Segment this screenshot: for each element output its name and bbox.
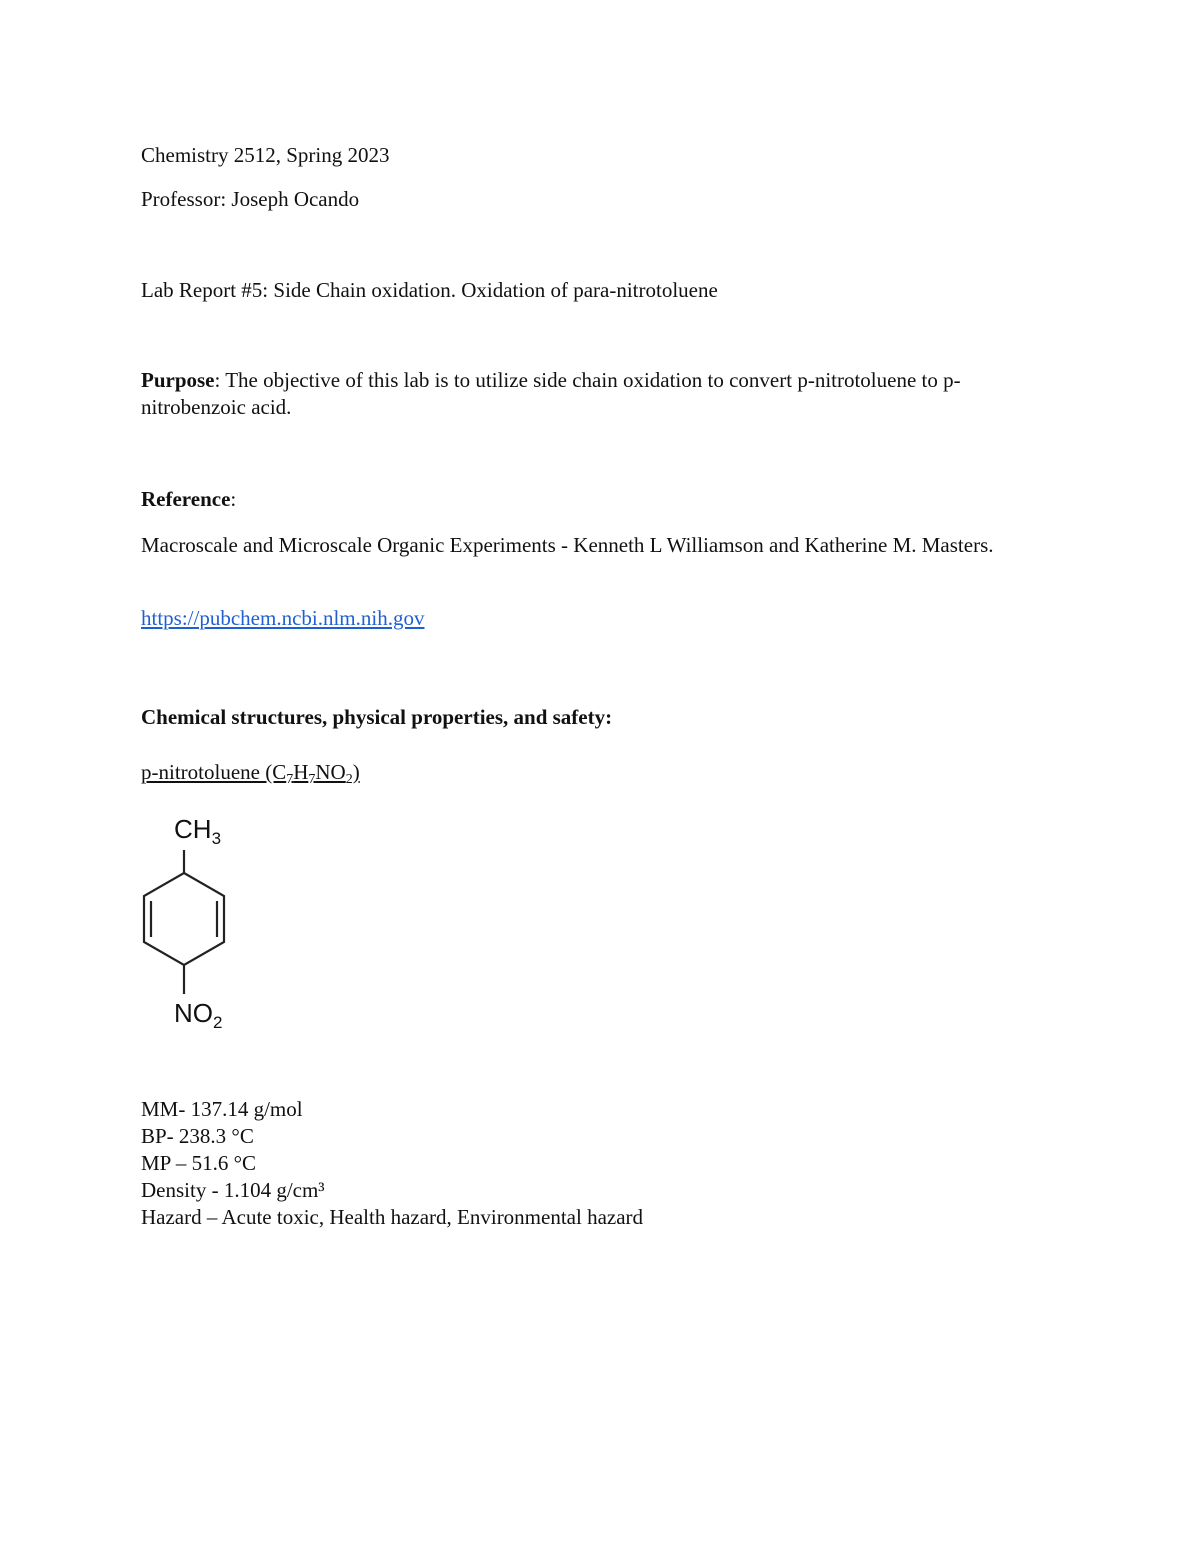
methyl-group-label: $CH_3$ (174, 814, 222, 848)
formula-sub-c: 7 (286, 772, 294, 787)
section-heading (141, 704, 612, 731)
property-melting-point: MP – 51.6 °C (141, 1151, 256, 1175)
reference-label: Reference (141, 487, 231, 511)
professor-line: Professor: Joseph Ocando (141, 187, 360, 211)
report-title: Lab Report #5: Side Chain oxidation. Oxidation of para-nitrotoluene (141, 278, 718, 302)
ring-outline (144, 873, 224, 965)
reference-link[interactable]: https://pubchem.ncbi.nlm.nih.gov (141, 606, 425, 630)
property-density: Density - 1.104 g/cm³ (141, 1178, 325, 1202)
reference-book: Macroscale and Microscale Organic Experiments - Kenneth L Williamson and Katherine M. Masters. (141, 533, 994, 557)
purpose-label: Purpose (141, 368, 215, 392)
reference-heading (141, 486, 236, 513)
compound-name (141, 759, 360, 786)
property-hazard: Hazard – Acute toxic, Health hazard, Environmental hazard (141, 1205, 644, 1229)
compound-name-close: ) (352, 760, 360, 784)
formula-h: H (293, 760, 309, 784)
benzene-ring (144, 850, 224, 994)
reference-colon: : (230, 487, 237, 511)
reference-link-wrap (141, 605, 424, 632)
p-nitrotoluene-structure (128, 808, 248, 1036)
purpose-colon: : (214, 368, 221, 392)
purpose-text: The objective of this lab is to utilize side chain oxidation to convert p-nitrotoluene to p-nitrobenzoic acid. (141, 368, 961, 419)
formula-no: NO (315, 760, 346, 784)
formula-sub-h: 7 (308, 772, 316, 787)
property-boiling-point: BP- 238.3 °C (141, 1124, 254, 1148)
property-molar-mass: MM- 137.14 g/mol (141, 1097, 303, 1121)
compound-name-prefix: p-nitrotoluene (C (141, 760, 287, 784)
nitro-group-label: $NO_2$ (174, 998, 223, 1032)
purpose-paragraph (141, 367, 1061, 421)
formula-sub-o: 2 (345, 772, 353, 787)
course-line: Chemistry 2512, Spring 2023 (141, 143, 390, 167)
section-heading-text: Chemical structures, physical properties, and safety: (141, 705, 613, 729)
